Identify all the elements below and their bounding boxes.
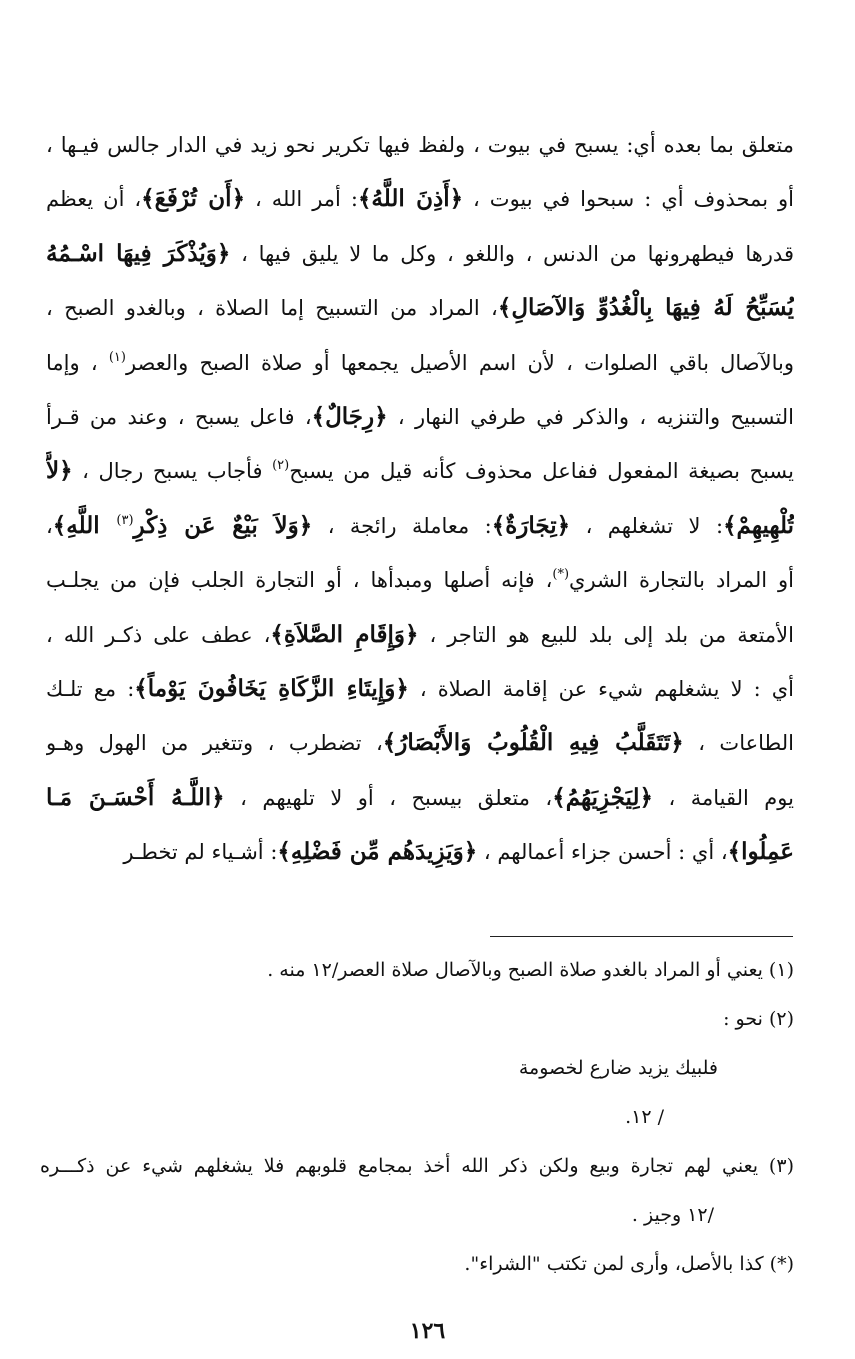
text-segment: : أشـياء لم تخطـر xyxy=(123,840,278,865)
footnote-2-verse: فلبيك يزيد ضارع لخصومة xyxy=(518,1057,718,1079)
quran-quote: ﴿وَإِقَامِ الصَّلاَةِ﴾ xyxy=(270,620,419,648)
footnote-1: (١) يعني أو المراد بالغدو صلاة الصبح وبالآصال صلاة العصر/١٢ منه . xyxy=(267,959,794,981)
quran-quote: ﴿اللَّـهُ أَحْسَـنَ مَـا xyxy=(46,783,225,811)
text-line xyxy=(46,390,794,444)
text-line xyxy=(46,825,794,879)
footnote-ref: (٣) xyxy=(116,512,134,528)
text-line xyxy=(46,281,794,335)
quran-quote: تُلْهِيهِمْ﴾ xyxy=(723,511,794,539)
text-segment: ، أي : أحسن جزاء أعمالهم ، xyxy=(477,840,728,865)
quran-quote: ﴿لِيَجْزِيَهُمُ﴾ xyxy=(552,783,653,811)
text-segment: : مع تلـك xyxy=(46,676,135,701)
text-line xyxy=(46,771,794,825)
quran-quote: ﴿وَيَزِيدَهُم مِّن فَضْلِهِ﴾ xyxy=(277,838,478,866)
text-segment: ، أن يعظم xyxy=(46,187,142,212)
main-text xyxy=(46,118,794,879)
quran-quote: يُسَبِّحُ لَهُ فِيهَا بِالْغُدُوِّ وَالآصَالِ﴾ xyxy=(497,294,794,322)
text-line xyxy=(46,716,794,770)
text-segment: ، عطف على ذكـر الله ، xyxy=(46,622,271,647)
quran-quote: ﴿تِجَارَةٌ﴾ xyxy=(491,511,571,539)
text-segment: ، المراد من التسبيح إما الصلاة ، وبالغدو الصبح ، xyxy=(46,296,498,321)
quran-quote: ﴿لاَّ xyxy=(46,457,73,485)
quran-quote: ﴿وَإِيتَاءِ الزَّكَاةِ يَخَافُونَ يَوْماً﴾ xyxy=(134,674,409,702)
text-segment: يوم القيامة ، xyxy=(652,785,794,810)
text-line xyxy=(46,499,794,553)
text-segment: : لا تشغلهم ، xyxy=(570,513,724,538)
quran-quote: ﴿أَن تُرْفَعَ﴾ xyxy=(141,185,246,213)
text-segment: ، فاعل يسبح ، وعند من قـرأ xyxy=(46,404,312,429)
page-number: ١٢٦ xyxy=(409,1318,446,1344)
text-segment: أي : لا يشغلهم شيء عن إقامة الصلاة ، xyxy=(408,676,794,701)
quran-quote: ﴿وَلاَ بَيْعٌ عَن ذِكْرِ xyxy=(133,511,313,539)
text-segment: الطاعات ، xyxy=(683,731,794,756)
footnotes xyxy=(40,946,794,1289)
text-line xyxy=(46,444,794,498)
text-segment: متعلق بما بعده أي: يسبح في بيوت ، ولفظ فيها تكرير نحو زيد في الدار جالس فيـها ، xyxy=(46,133,794,157)
quran-quote: ﴿وَيُذْكَرَ فِيهَا اسْـمُهُ xyxy=(46,239,231,267)
footnote-2-reference: / ١٢. xyxy=(625,1106,664,1128)
quran-quote: ﴿تَتَقَلَّبُ فِيهِ الْقُلُوبُ وَالأَبْصَارُ﴾ xyxy=(382,729,684,757)
text-line xyxy=(46,172,794,226)
text-segment: ، متعلق بيسبح ، أو لا تلهيهم ، xyxy=(224,785,553,810)
text-segment: يسبح بصيغة المفعول ففاعل محذوف كأنه قيل من يسبح xyxy=(289,459,794,484)
quran-quote: اللَّهِ﴾ xyxy=(52,511,117,539)
footnote-3: (٣) يعني لهم تجارة وبيع ولكن ذكر الله أخذ بمجامع قلوبهم فلا يشغلهم شيء عن ذكـــره xyxy=(40,1155,794,1177)
text-segment: فأجاب يسبح رجال ، xyxy=(72,459,273,484)
text-segment: أو المراد بالتجارة الشري xyxy=(569,568,794,593)
footnote-3-reference: /١٢ وجيز . xyxy=(631,1204,714,1226)
text-segment: التسبيح والتنزيه ، والذكر في طرفي النهار ، xyxy=(387,404,794,429)
footnote-2: (٢) نحو : xyxy=(723,1008,794,1030)
footnote-ref: (١) xyxy=(108,349,126,365)
footnote-ref: (*) xyxy=(552,567,570,583)
text-segment: : معاملة رائجة ، xyxy=(312,513,492,538)
text-segment: أو بمحذوف أي : سبحوا في بيوت ، xyxy=(463,187,794,212)
text-segment: ، xyxy=(46,513,53,538)
text-segment: قدرها فيطهرونها من الدنس ، واللغو ، وكل ما لا يليق فيها ، xyxy=(230,241,794,266)
quran-quote: ﴿رِجَالٌ﴾ xyxy=(311,402,388,430)
text-segment: ، تضطرب ، وتتغير من الهول وهـو xyxy=(46,731,383,756)
footnote-ref: (٢) xyxy=(272,458,290,474)
text-line xyxy=(46,118,794,172)
text-line xyxy=(46,336,794,390)
text-segment: الأمتعة من بلد إلى بلد للبيع هو التاجر ، xyxy=(418,622,794,647)
footnote-divider xyxy=(490,936,793,937)
text-segment: ، فإنه أصلها ومبدأها ، أو التجارة الجلب فإن من يجلـب xyxy=(46,568,553,593)
quran-quote: عَمِلُوا﴾ xyxy=(727,838,794,866)
text-line xyxy=(46,553,794,607)
quran-quote: ﴿أَذِنَ اللَّهُ﴾ xyxy=(357,185,464,213)
text-segment: ، وإما xyxy=(46,350,109,375)
text-segment: : أمر الله ، xyxy=(245,187,358,212)
text-line xyxy=(46,662,794,716)
text-line xyxy=(46,227,794,281)
footnote-star: (*) كذا بالأصل، وأرى لمن تكتب "الشراء". xyxy=(464,1253,794,1275)
text-segment: وبالآصال باقي الصلوات ، لأن اسم الأصيل يجمعها أو صلاة الصبح والعصر xyxy=(125,350,794,375)
text-line xyxy=(46,608,794,662)
